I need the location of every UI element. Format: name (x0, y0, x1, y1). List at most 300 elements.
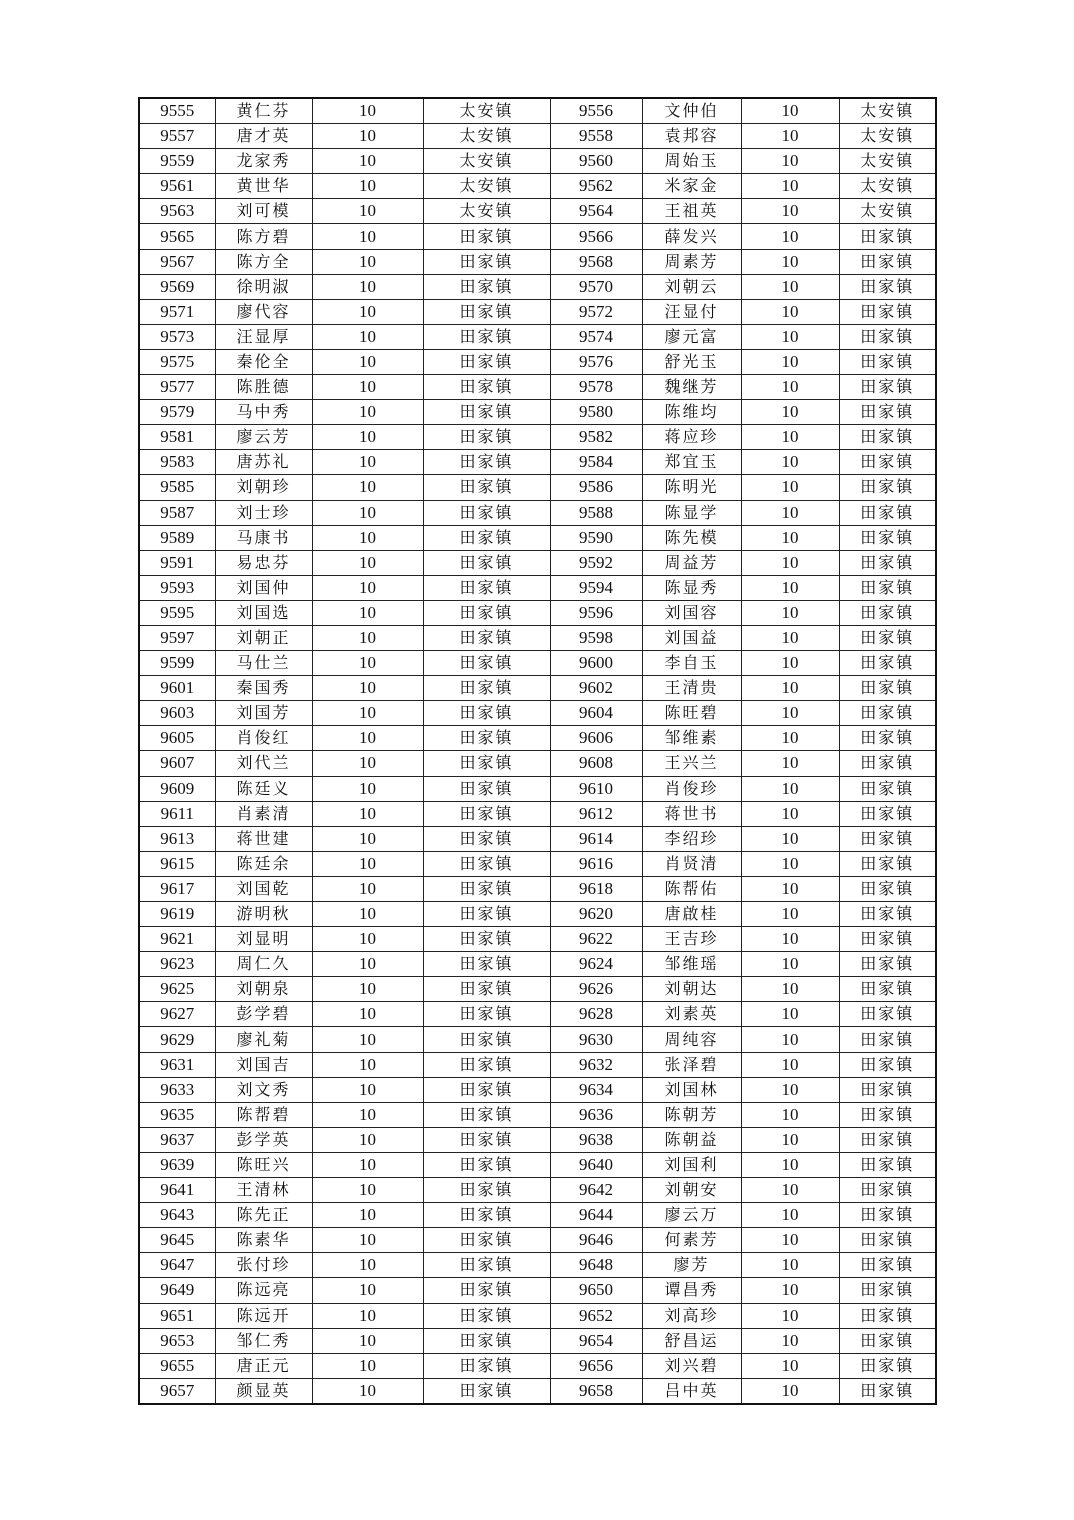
amount-cell: 10 (741, 1203, 839, 1228)
township-cell: 田家镇 (423, 1178, 550, 1203)
person-name-cell: 陈帮碧 (215, 1102, 312, 1127)
record-id-cell: 9566 (550, 224, 642, 249)
amount-cell: 10 (312, 1027, 423, 1052)
record-id-cell: 9601 (139, 676, 215, 701)
person-name-cell: 彭学碧 (215, 1002, 312, 1027)
amount-cell: 10 (741, 726, 839, 751)
amount-cell: 10 (741, 1077, 839, 1102)
amount-cell: 10 (741, 876, 839, 901)
amount-cell: 10 (741, 349, 839, 374)
record-id-cell: 9639 (139, 1152, 215, 1177)
record-id-cell: 9589 (139, 525, 215, 550)
township-cell: 田家镇 (423, 224, 550, 249)
record-id-cell: 9578 (550, 375, 642, 400)
township-cell: 田家镇 (839, 1228, 936, 1253)
person-name-cell: 唐苏礼 (215, 450, 312, 475)
amount-cell: 10 (741, 149, 839, 174)
record-id-cell: 9651 (139, 1303, 215, 1328)
table-row (139, 1127, 936, 1152)
township-cell: 田家镇 (423, 1228, 550, 1253)
record-id-cell: 9618 (550, 876, 642, 901)
amount-cell: 10 (312, 676, 423, 701)
person-name-cell: 刘高珍 (642, 1303, 741, 1328)
township-cell: 田家镇 (839, 1052, 936, 1077)
table-row (139, 625, 936, 650)
person-name-cell: 马中秀 (215, 400, 312, 425)
table-row (139, 575, 936, 600)
township-cell: 田家镇 (423, 475, 550, 500)
record-id-cell: 9563 (139, 199, 215, 224)
table-row (139, 1077, 936, 1102)
amount-cell: 10 (312, 927, 423, 952)
person-name-cell: 陈旺兴 (215, 1152, 312, 1177)
person-name-cell: 陈维均 (642, 400, 741, 425)
amount-cell: 10 (312, 575, 423, 600)
township-cell: 田家镇 (423, 1278, 550, 1303)
person-name-cell: 刘国仲 (215, 575, 312, 600)
amount-cell: 10 (741, 1353, 839, 1378)
person-name-cell: 薛发兴 (642, 224, 741, 249)
amount-cell: 10 (741, 375, 839, 400)
amount-cell: 10 (741, 174, 839, 199)
amount-cell: 10 (312, 400, 423, 425)
township-cell: 田家镇 (839, 600, 936, 625)
township-cell: 田家镇 (839, 651, 936, 676)
amount-cell: 10 (741, 801, 839, 826)
township-cell: 太安镇 (839, 174, 936, 199)
amount-cell: 10 (312, 375, 423, 400)
amount-cell: 10 (312, 1278, 423, 1303)
record-id-cell: 9648 (550, 1253, 642, 1278)
township-cell: 田家镇 (839, 1278, 936, 1303)
person-name-cell: 游明秋 (215, 902, 312, 927)
record-id-cell: 9577 (139, 375, 215, 400)
record-id-cell: 9654 (550, 1328, 642, 1353)
record-id-cell: 9559 (139, 149, 215, 174)
table-row (139, 1102, 936, 1127)
table-row (139, 224, 936, 249)
township-cell: 田家镇 (423, 500, 550, 525)
person-name-cell: 周仁久 (215, 952, 312, 977)
amount-cell: 10 (312, 525, 423, 550)
amount-cell: 10 (741, 324, 839, 349)
township-cell: 田家镇 (839, 927, 936, 952)
township-cell: 田家镇 (423, 1253, 550, 1278)
amount-cell: 10 (312, 199, 423, 224)
person-name-cell: 刘朝珍 (215, 475, 312, 500)
record-id-cell: 9562 (550, 174, 642, 199)
table-row (139, 124, 936, 149)
township-cell: 田家镇 (839, 801, 936, 826)
person-name-cell: 刘国乾 (215, 876, 312, 901)
township-cell: 太安镇 (839, 149, 936, 174)
person-name-cell: 陈远亮 (215, 1278, 312, 1303)
record-id-cell: 9619 (139, 902, 215, 927)
township-cell: 田家镇 (839, 1002, 936, 1027)
record-id-cell: 9588 (550, 500, 642, 525)
person-name-cell: 刘朝云 (642, 274, 741, 299)
township-cell: 田家镇 (423, 625, 550, 650)
township-cell: 田家镇 (423, 701, 550, 726)
township-cell: 田家镇 (423, 1328, 550, 1353)
township-cell: 太安镇 (423, 174, 550, 199)
table-row (139, 776, 936, 801)
township-cell: 田家镇 (839, 952, 936, 977)
amount-cell: 10 (741, 98, 839, 124)
township-cell: 田家镇 (839, 500, 936, 525)
record-id-cell: 9585 (139, 475, 215, 500)
township-cell: 田家镇 (423, 826, 550, 851)
record-id-cell: 9565 (139, 224, 215, 249)
record-id-cell: 9644 (550, 1203, 642, 1228)
table-row (139, 500, 936, 525)
person-name-cell: 马康书 (215, 525, 312, 550)
table-row (139, 651, 936, 676)
township-cell: 田家镇 (423, 375, 550, 400)
record-id-cell: 9599 (139, 651, 215, 676)
amount-cell: 10 (312, 425, 423, 450)
person-name-cell: 蒋世建 (215, 826, 312, 851)
record-id-cell: 9626 (550, 977, 642, 1002)
person-name-cell: 吕中英 (642, 1378, 741, 1404)
record-id-cell: 9598 (550, 625, 642, 650)
table-row (139, 375, 936, 400)
township-cell: 田家镇 (839, 625, 936, 650)
person-name-cell: 徐明淑 (215, 274, 312, 299)
person-name-cell: 邹仁秀 (215, 1328, 312, 1353)
record-id-cell: 9609 (139, 776, 215, 801)
township-cell: 田家镇 (839, 450, 936, 475)
table-row (139, 425, 936, 450)
table-row (139, 400, 936, 425)
record-id-cell: 9570 (550, 274, 642, 299)
amount-cell: 10 (741, 1328, 839, 1353)
record-id-cell: 9603 (139, 701, 215, 726)
township-cell: 田家镇 (839, 1328, 936, 1353)
table-row (139, 1027, 936, 1052)
person-name-cell: 刘朝正 (215, 625, 312, 650)
person-name-cell: 刘国林 (642, 1077, 741, 1102)
amount-cell: 10 (312, 1102, 423, 1127)
table-row (139, 1278, 936, 1303)
record-id-cell: 9638 (550, 1127, 642, 1152)
amount-cell: 10 (741, 701, 839, 726)
record-id-cell: 9646 (550, 1228, 642, 1253)
township-cell: 田家镇 (839, 776, 936, 801)
person-name-cell: 陈朝芳 (642, 1102, 741, 1127)
person-name-cell: 刘国芳 (215, 701, 312, 726)
record-id-cell: 9600 (550, 651, 642, 676)
amount-cell: 10 (741, 199, 839, 224)
township-cell: 田家镇 (839, 375, 936, 400)
person-name-cell: 王清贵 (642, 676, 741, 701)
township-cell: 太安镇 (839, 124, 936, 149)
amount-cell: 10 (312, 299, 423, 324)
table-row (139, 851, 936, 876)
record-id-cell: 9587 (139, 500, 215, 525)
person-name-cell: 陈廷义 (215, 776, 312, 801)
record-id-cell: 9574 (550, 324, 642, 349)
amount-cell: 10 (741, 1127, 839, 1152)
person-name-cell: 蒋世书 (642, 801, 741, 826)
person-name-cell: 陈素华 (215, 1228, 312, 1253)
record-id-cell: 9564 (550, 199, 642, 224)
person-name-cell: 廖云芳 (215, 425, 312, 450)
table-row (139, 1152, 936, 1177)
township-cell: 田家镇 (423, 249, 550, 274)
township-cell: 田家镇 (839, 249, 936, 274)
amount-cell: 10 (741, 826, 839, 851)
person-name-cell: 陈先正 (215, 1203, 312, 1228)
amount-cell: 10 (312, 349, 423, 374)
table-row (139, 801, 936, 826)
person-name-cell: 肖俊珍 (642, 776, 741, 801)
person-name-cell: 陈帮佑 (642, 876, 741, 901)
record-id-cell: 9631 (139, 1052, 215, 1077)
township-cell: 田家镇 (423, 450, 550, 475)
table-row (139, 676, 936, 701)
person-name-cell: 陈明光 (642, 475, 741, 500)
township-cell: 田家镇 (839, 525, 936, 550)
table-row (139, 475, 936, 500)
person-name-cell: 周始玉 (642, 149, 741, 174)
township-cell: 田家镇 (423, 1077, 550, 1102)
person-name-cell: 刘文秀 (215, 1077, 312, 1102)
person-name-cell: 陈朝益 (642, 1127, 741, 1152)
amount-cell: 10 (312, 550, 423, 575)
record-id-cell: 9572 (550, 299, 642, 324)
table-row (139, 274, 936, 299)
record-id-cell: 9622 (550, 927, 642, 952)
table-row (139, 876, 936, 901)
person-name-cell: 邹维瑶 (642, 952, 741, 977)
record-id-cell: 9642 (550, 1178, 642, 1203)
record-id-cell: 9649 (139, 1278, 215, 1303)
record-id-cell: 9621 (139, 927, 215, 952)
person-name-cell: 刘国吉 (215, 1052, 312, 1077)
record-id-cell: 9628 (550, 1002, 642, 1027)
township-cell: 田家镇 (423, 299, 550, 324)
record-id-cell: 9611 (139, 801, 215, 826)
record-id-cell: 9629 (139, 1027, 215, 1052)
person-name-cell: 舒光玉 (642, 349, 741, 374)
table-row (139, 450, 936, 475)
person-name-cell: 刘朝达 (642, 977, 741, 1002)
township-cell: 田家镇 (423, 1002, 550, 1027)
amount-cell: 10 (312, 1328, 423, 1353)
township-cell: 田家镇 (423, 349, 550, 374)
record-id-cell: 9557 (139, 124, 215, 149)
record-id-cell: 9573 (139, 324, 215, 349)
record-id-cell: 9635 (139, 1102, 215, 1127)
amount-cell: 10 (741, 224, 839, 249)
table-row (139, 977, 936, 1002)
township-cell: 田家镇 (839, 902, 936, 927)
amount-cell: 10 (312, 902, 423, 927)
amount-cell: 10 (312, 274, 423, 299)
person-name-cell: 颜显英 (215, 1378, 312, 1404)
amount-cell: 10 (312, 124, 423, 149)
record-id-cell: 9640 (550, 1152, 642, 1177)
table-row (139, 1002, 936, 1027)
record-id-cell: 9584 (550, 450, 642, 475)
table-row (139, 174, 936, 199)
township-cell: 田家镇 (423, 1303, 550, 1328)
amount-cell: 10 (741, 1228, 839, 1253)
person-name-cell: 刘兴碧 (642, 1353, 741, 1378)
record-id-cell: 9656 (550, 1353, 642, 1378)
amount-cell: 10 (741, 927, 839, 952)
township-cell: 田家镇 (423, 575, 550, 600)
person-name-cell: 汪显付 (642, 299, 741, 324)
person-name-cell: 郑宜玉 (642, 450, 741, 475)
amount-cell: 10 (741, 1052, 839, 1077)
table-row (139, 525, 936, 550)
township-cell: 田家镇 (423, 876, 550, 901)
person-name-cell: 张泽碧 (642, 1052, 741, 1077)
record-id-cell: 9560 (550, 149, 642, 174)
township-cell: 田家镇 (839, 1178, 936, 1203)
township-cell: 田家镇 (839, 1102, 936, 1127)
township-cell: 太安镇 (839, 98, 936, 124)
amount-cell: 10 (312, 625, 423, 650)
record-id-cell: 9610 (550, 776, 642, 801)
amount-cell: 10 (741, 575, 839, 600)
record-id-cell: 9604 (550, 701, 642, 726)
person-name-cell: 周素芳 (642, 249, 741, 274)
person-name-cell: 陈显秀 (642, 575, 741, 600)
person-name-cell: 唐啟桂 (642, 902, 741, 927)
record-id-cell: 9632 (550, 1052, 642, 1077)
person-name-cell: 谭昌秀 (642, 1278, 741, 1303)
record-id-cell: 9620 (550, 902, 642, 927)
person-name-cell: 周益芳 (642, 550, 741, 575)
person-name-cell: 唐才英 (215, 124, 312, 149)
table-row (139, 1228, 936, 1253)
table-row (139, 751, 936, 776)
person-name-cell: 陈方碧 (215, 224, 312, 249)
township-cell: 田家镇 (423, 676, 550, 701)
record-id-cell: 9593 (139, 575, 215, 600)
township-cell: 田家镇 (423, 751, 550, 776)
record-id-cell: 9612 (550, 801, 642, 826)
township-cell: 田家镇 (839, 751, 936, 776)
person-name-cell: 刘朝泉 (215, 977, 312, 1002)
person-name-cell: 王清林 (215, 1178, 312, 1203)
township-cell: 田家镇 (839, 1378, 936, 1404)
amount-cell: 10 (741, 475, 839, 500)
person-name-cell: 陈旺碧 (642, 701, 741, 726)
amount-cell: 10 (312, 1303, 423, 1328)
table-row (139, 1203, 936, 1228)
township-cell: 太安镇 (839, 199, 936, 224)
amount-cell: 10 (312, 1052, 423, 1077)
amount-cell: 10 (741, 651, 839, 676)
amount-cell: 10 (312, 977, 423, 1002)
table-row (139, 249, 936, 274)
person-name-cell: 廖芳 (642, 1253, 741, 1278)
table-row (139, 1328, 936, 1353)
township-cell: 田家镇 (423, 1127, 550, 1152)
record-id-cell: 9641 (139, 1178, 215, 1203)
amount-cell: 10 (741, 1303, 839, 1328)
township-cell: 田家镇 (423, 651, 550, 676)
person-name-cell: 袁邦容 (642, 124, 741, 149)
township-cell: 田家镇 (423, 927, 550, 952)
person-name-cell: 陈先模 (642, 525, 741, 550)
amount-cell: 10 (741, 625, 839, 650)
person-name-cell: 周纯容 (642, 1027, 741, 1052)
record-id-cell: 9624 (550, 952, 642, 977)
record-id-cell: 9596 (550, 600, 642, 625)
township-cell: 田家镇 (839, 1203, 936, 1228)
township-cell: 田家镇 (839, 1077, 936, 1102)
record-id-cell: 9575 (139, 349, 215, 374)
person-name-cell: 肖贤清 (642, 851, 741, 876)
township-cell: 田家镇 (423, 425, 550, 450)
amount-cell: 10 (741, 952, 839, 977)
record-id-cell: 9586 (550, 475, 642, 500)
amount-cell: 10 (741, 676, 839, 701)
amount-cell: 10 (741, 600, 839, 625)
township-cell: 田家镇 (839, 851, 936, 876)
record-id-cell: 9645 (139, 1228, 215, 1253)
record-id-cell: 9558 (550, 124, 642, 149)
township-cell: 田家镇 (423, 952, 550, 977)
record-id-cell: 9602 (550, 676, 642, 701)
record-id-cell: 9637 (139, 1127, 215, 1152)
amount-cell: 10 (741, 776, 839, 801)
record-id-cell: 9623 (139, 952, 215, 977)
township-cell: 田家镇 (839, 299, 936, 324)
township-cell: 太安镇 (423, 149, 550, 174)
record-id-cell: 9627 (139, 1002, 215, 1027)
township-cell: 田家镇 (423, 1052, 550, 1077)
township-cell: 田家镇 (423, 1027, 550, 1052)
amount-cell: 10 (312, 98, 423, 124)
record-id-cell: 9608 (550, 751, 642, 776)
person-name-cell: 廖代容 (215, 299, 312, 324)
person-name-cell: 李自玉 (642, 651, 741, 676)
person-name-cell: 龙家秀 (215, 149, 312, 174)
record-id-cell: 9580 (550, 400, 642, 425)
person-name-cell: 肖素清 (215, 801, 312, 826)
table-row (139, 324, 936, 349)
amount-cell: 10 (312, 776, 423, 801)
person-name-cell: 黄仁芬 (215, 98, 312, 124)
township-cell: 田家镇 (839, 475, 936, 500)
person-name-cell: 刘可模 (215, 199, 312, 224)
amount-cell: 10 (312, 826, 423, 851)
amount-cell: 10 (312, 249, 423, 274)
amount-cell: 10 (312, 1378, 423, 1404)
person-name-cell: 廖云万 (642, 1203, 741, 1228)
amount-cell: 10 (741, 1178, 839, 1203)
record-id-cell: 9650 (550, 1278, 642, 1303)
amount-cell: 10 (312, 1178, 423, 1203)
person-name-cell: 刘朝安 (642, 1178, 741, 1203)
amount-cell: 10 (312, 851, 423, 876)
record-id-cell: 9607 (139, 751, 215, 776)
amount-cell: 10 (312, 876, 423, 901)
record-id-cell: 9630 (550, 1027, 642, 1052)
amount-cell: 10 (312, 450, 423, 475)
person-name-cell: 彭学英 (215, 1127, 312, 1152)
amount-cell: 10 (312, 1152, 423, 1177)
amount-cell: 10 (312, 224, 423, 249)
amount-cell: 10 (312, 952, 423, 977)
table-row (139, 98, 936, 124)
